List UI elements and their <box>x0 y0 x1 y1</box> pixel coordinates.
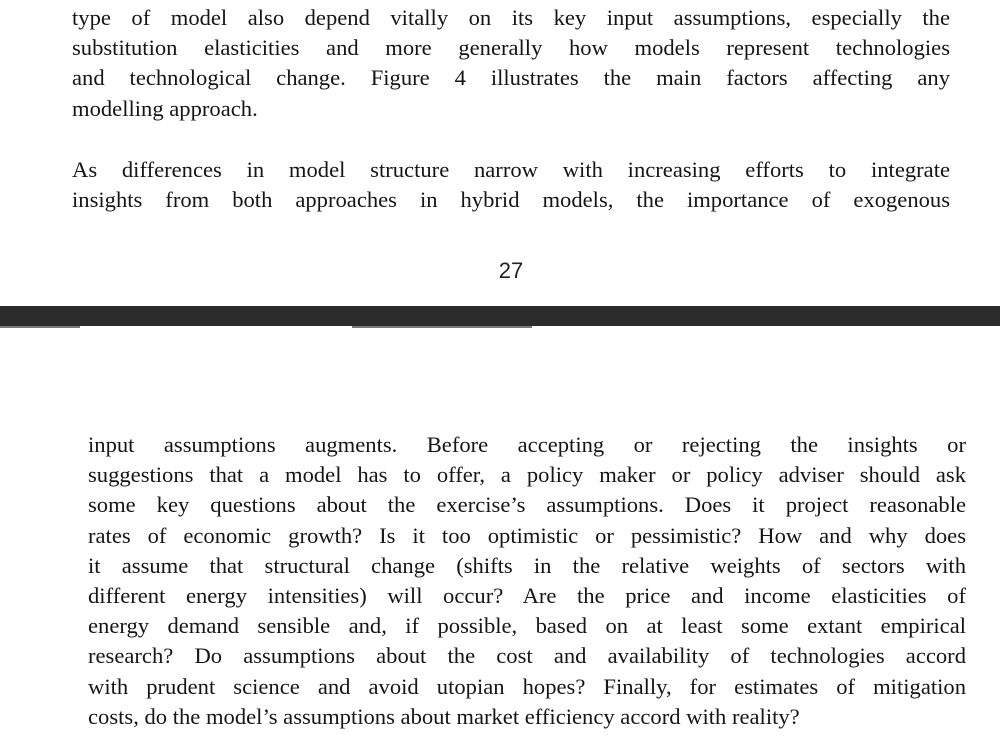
text-line: different energy intensities) will occur? Are the price and income elasticities of <box>88 583 966 609</box>
page-number: 27 <box>498 258 524 283</box>
text-line: insights from both approaches in hybrid models, the importance of exogenous <box>72 187 950 213</box>
text-line: with prudent science and avoid utopian hopes? Finally, for estimates of mitigation <box>88 673 966 699</box>
text-line: energy demand sensible and, if possible, based on at least some extant empirical <box>88 613 966 639</box>
paragraph-model-assumptions <box>72 3 950 124</box>
text-line: type of model also depend vitally on its key input assumptions, especially the <box>72 5 950 30</box>
text-line: modelling approach. <box>72 95 258 121</box>
page-break-shadow <box>352 326 532 328</box>
page-top <box>0 0 1000 305</box>
page-break-bar <box>0 306 1000 326</box>
text-line: some key questions about the exercise’s assumptions. Does it project reasonable <box>88 492 966 518</box>
text-line: and technological change. Figure 4 illustrates the main factors affecting any <box>72 65 950 91</box>
paragraph-hybrid-models <box>72 155 950 215</box>
paragraph-policy-questions <box>88 430 966 732</box>
text-line: it assume that structural change (shifts in the relative weights of sectors with <box>88 552 966 578</box>
text-line: rates of economic growth? Is it too optimistic or pessimistic? How and why does <box>88 522 966 548</box>
text-line: input assumptions augments. Before accepting or rejecting the insights or <box>88 432 966 457</box>
text-line: suggestions that a model has to offer, a policy maker or policy adviser should ask <box>88 462 966 488</box>
page-break-shadow <box>0 326 80 328</box>
text-line: research? Do assumptions about the cost and availability of technologies accord <box>88 643 966 669</box>
text-line: costs, do the model’s assumptions about market efficiency accord with reality? <box>88 703 800 729</box>
text-line: substitution elasticities and more generally how models represent technologies <box>72 35 950 61</box>
text-line: As differences in model structure narrow with increasing efforts to integrate <box>72 157 950 182</box>
